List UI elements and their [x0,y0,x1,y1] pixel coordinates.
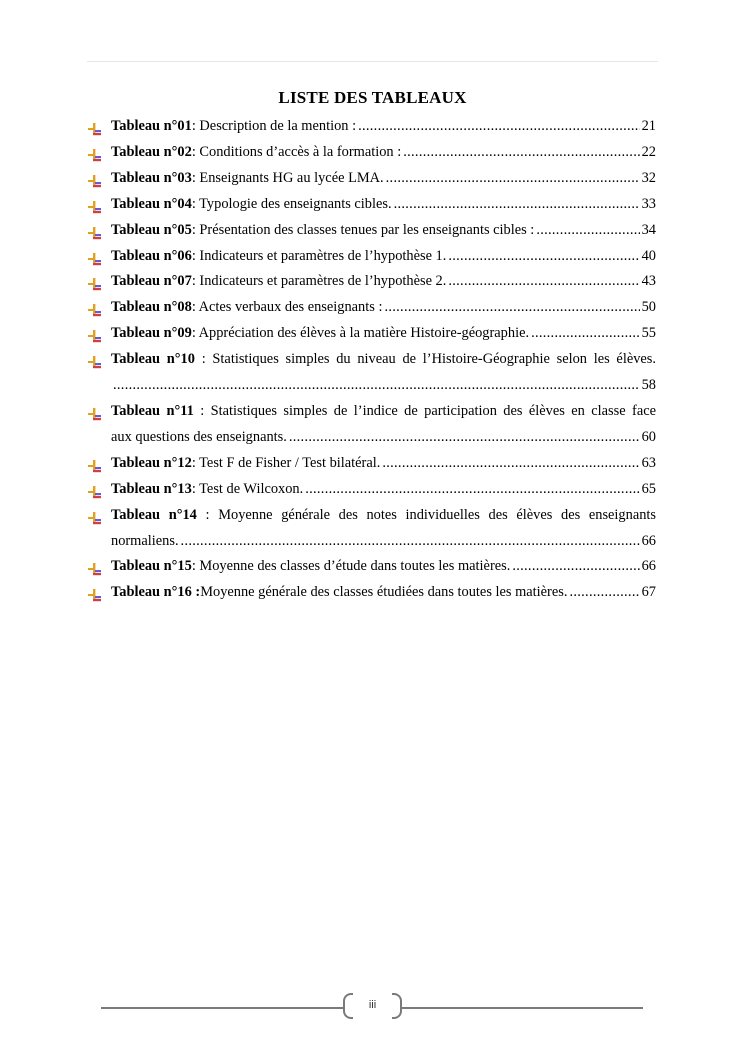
entry-text: : Description de la mention : [191,118,357,134]
entry-label: Tableau n°07 [111,273,192,290]
toc-entry[interactable] [87,244,656,270]
toc-entry[interactable] [87,295,656,321]
page-number: iii [368,999,377,1011]
header-rule [87,61,658,62]
entry-label: Tableau n°10 [111,351,195,368]
dot-leader [382,451,639,477]
dot-leader [181,529,640,555]
entry-label: Tableau n°12 [111,454,192,471]
page-ref: 66 [641,558,656,575]
footer-rule-left [101,1007,343,1009]
bullet-icon [87,301,101,315]
entry-text: : Moyenne générale des notes individuelles des élèves des enseignants [196,506,657,523]
dot-leader [403,140,639,166]
entry-text: : Moyenne des classes d’étude dans toutes les matières. [191,558,511,575]
dot-leader [448,244,639,270]
toc-entry[interactable] [87,399,656,451]
dot-leader [384,295,639,321]
page-ref: 66 [641,532,656,549]
entry-text: : Conditions d’accès à la formation : [191,143,402,160]
entry-label: Tableau n°13 [111,480,192,497]
toc-entry[interactable] [87,451,656,477]
bullet-icon [87,405,101,419]
bullet-icon [87,146,101,160]
entry-text: : Appréciation des élèves à la matière Histoire-géographie. [191,325,530,342]
bullet-icon [87,120,101,134]
bullet-icon [87,353,101,367]
bullet-icon [87,483,101,497]
toc-entry[interactable] [87,140,656,166]
entry-label: Tableau n°16 : [111,584,201,601]
entry-label: Tableau n°15 [111,558,192,575]
page-ref: 58 [641,377,656,394]
page-ref: 63 [641,454,656,471]
toc-entry[interactable] [87,166,656,192]
entry-text: : Test F de Fisher / Test bilatéral. [191,454,381,471]
dot-leader [386,166,640,192]
entry-label: Tableau n°03 [111,169,192,186]
entry-label: Tableau n°09 [111,325,192,342]
toc-entry[interactable] [87,114,656,140]
entry-text: aux questions des enseignants. [111,428,287,445]
entry-label: Tableau n°05 [111,221,192,238]
entry-label: Tableau n°06 [111,247,192,264]
page-ref: 40 [641,247,656,264]
footer-bracket-right [392,993,402,1019]
page-ref: 33 [641,195,656,212]
toc-entry[interactable] [87,580,656,606]
page-ref: 34 [641,221,656,238]
dot-leader [448,269,639,295]
entry-label: Tableau n°02 [111,143,192,160]
entry-text: : Enseignants HG au lycée LMA. [191,169,384,186]
dot-leader [512,554,639,580]
entry-text: : Indicateurs et paramètres de l’hypothèse 2. [191,273,447,290]
entry-text: : Indicateurs et paramètres de l’hypothèse 1. [191,247,447,264]
dot-leader [394,192,640,218]
dot-leader [531,321,640,347]
page-ref: 67 [641,584,656,601]
bullet-icon [87,457,101,471]
toc-entry[interactable] [87,477,656,503]
entry-text: : Présentation des classes tenues par les enseignants cibles : [191,221,535,238]
bullet-icon [87,198,101,212]
entry-label: Tableau n°08 [111,299,192,316]
footer-rule-right [402,1007,643,1009]
bullet-icon [87,172,101,186]
dot-leader [358,114,640,140]
bullet-icon [87,250,101,264]
dot-leader [569,580,639,606]
entry-text: : Statistiques simples de l’indice de participation des élèves en classe face [193,402,656,419]
bullet-icon [87,224,101,238]
toc-entry[interactable] [87,192,656,218]
toc-entry[interactable] [87,269,656,295]
toc-entry[interactable] [87,218,656,244]
bullet-icon [87,327,101,341]
entry-text: : Actes verbaux des enseignants : [191,299,383,316]
dot-leader [289,425,640,451]
bullet-icon [87,275,101,289]
entry-label: Tableau n°04 [111,195,192,212]
footer-bracket-left [343,993,353,1019]
entry-text: : Typologie des enseignants cibles. [191,195,392,212]
page-ref: 60 [641,428,656,445]
table-list [87,114,656,606]
page-ref: 21 [641,118,656,134]
entry-label: Tableau n°11 [111,402,194,419]
dot-leader [305,477,639,503]
entry-text: normaliens. [111,532,179,549]
toc-entry[interactable] [87,347,656,399]
entry-label: Tableau n°01 [111,118,192,134]
dot-leader [536,218,639,244]
bullet-icon [87,586,101,600]
bullet-icon [87,560,101,574]
bullet-icon [87,509,101,523]
entry-label: Tableau n°14 [111,506,197,523]
page-ref: 55 [641,325,656,342]
page-ref: 65 [641,480,656,497]
toc-entry[interactable] [87,503,656,555]
page-ref: 22 [641,143,656,160]
entry-text: : Statistiques simples du niveau de l’Histoire-Géographie selon les élèves. [194,351,656,368]
page-ref: 32 [641,169,656,186]
entry-text: Moyenne générale des classes étudiées dans toutes les matières. [200,584,568,601]
page-ref: 50 [641,299,656,316]
toc-entry[interactable] [87,554,656,580]
page-ref: 43 [641,273,656,290]
dot-leader [113,373,640,399]
entry-text: : Test de Wilcoxon. [191,480,304,497]
toc-entry[interactable] [87,321,656,347]
page-title: LISTE DES TABLEAUX [278,88,467,107]
